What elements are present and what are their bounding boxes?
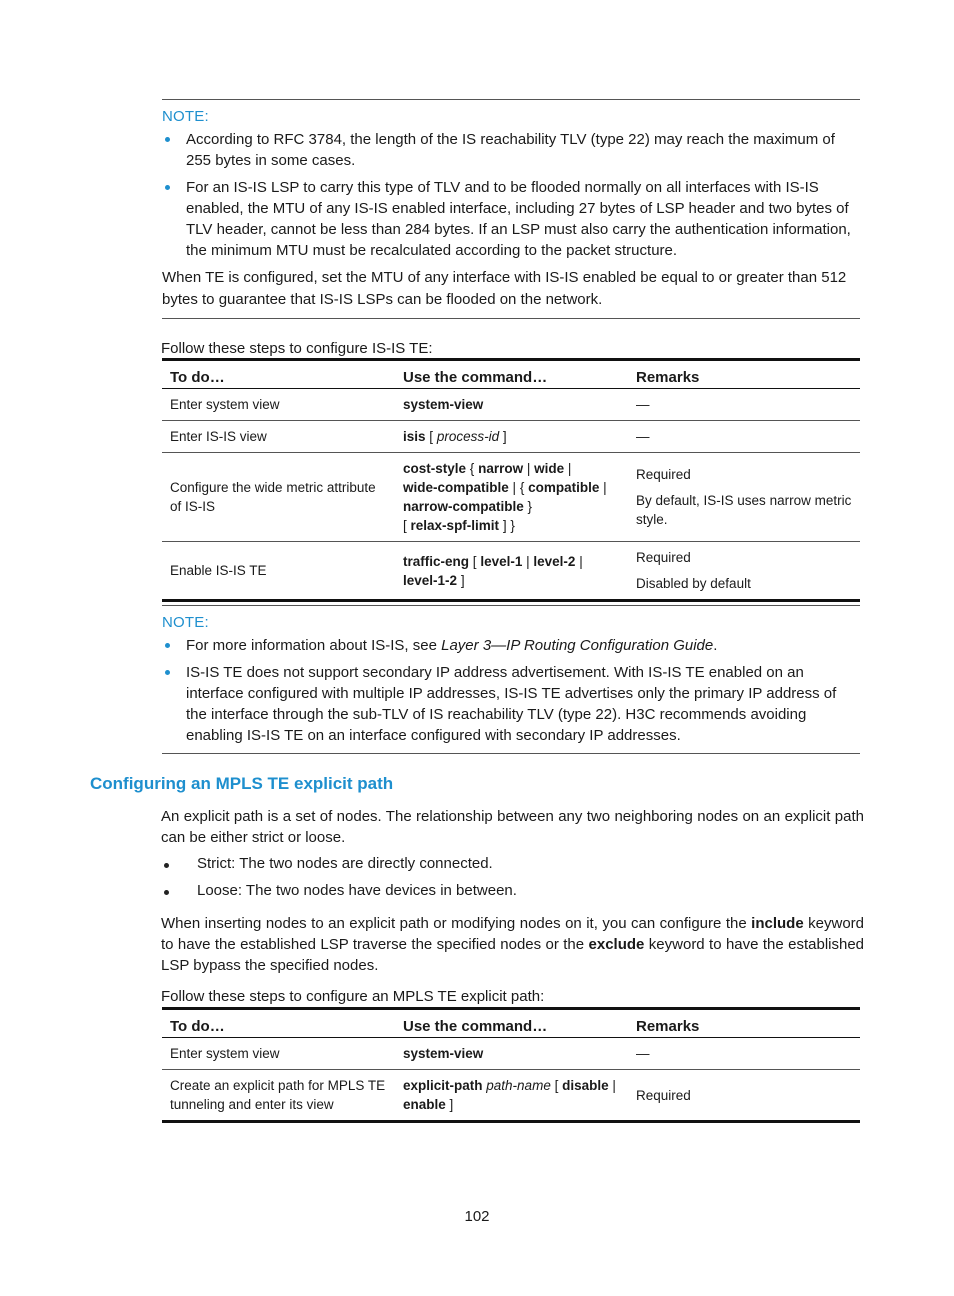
note-item: According to RFC 3784, the length of the IS reachability TLV (type 22) may reach the maximum of 255 bytes in some cases. [162, 129, 860, 171]
table-header-row [162, 360, 860, 389]
table-row [162, 389, 860, 421]
note-item: For more information about IS-IS, see Layer 3—IP Routing Configuration Guide. [162, 635, 860, 656]
note-item: For an IS-IS LSP to carry this type of TLV and to be flooded normally on all interfaces with IS-IS enabled, the MTU of any IS-IS enabled interface, including 27 bytes of LSP header and two bytes of TLV header, cannot be less than 284 bytes. If an LSP must also carry the authentication information, the minimum MTU must be recalculated according to the packet structure. [162, 177, 860, 261]
bullet-icon [164, 890, 169, 895]
guide-reference: Layer 3—IP Routing Configuration Guide [441, 637, 714, 654]
command-cell: explicit-path path-name [ disable | enable ] [395, 1070, 628, 1122]
note-list [162, 635, 860, 746]
steps-intro-1: Follow these steps to configure IS-IS TE: [161, 340, 433, 357]
remark-cell: Required Disabled by default [628, 542, 860, 601]
todo-cell: Enter IS-IS view [162, 421, 395, 453]
command-cell: system-view [395, 389, 628, 421]
table-row [162, 542, 860, 601]
note-item: IS-IS TE does not support secondary IP address advertisement. With IS-IS TE enabled on an interface configured with multiple IP addresses, IS-IS TE advertises only the primary IP address of the interface through the sub-TLV of IS reachability TLV (type 22). H3C recommends avoiding enabling IS-IS TE on an interface configured with secondary IP addresses. [162, 662, 860, 746]
table-header-row [162, 1009, 860, 1038]
remark-cell: Required By default, IS-IS uses narrow metric style. [628, 453, 860, 542]
table-row [162, 453, 860, 542]
bullet-icon [165, 643, 170, 648]
todo-cell: Configure the wide metric attribute of IS-IS [162, 453, 395, 542]
section-heading: Configuring an MPLS TE explicit path [90, 774, 394, 793]
page-number: 102 [464, 1208, 490, 1225]
remark-cell: — [628, 1038, 860, 1070]
column-header-command: Use the command… [395, 360, 628, 389]
column-header-todo: To do… [162, 360, 395, 389]
remark-cell: — [628, 389, 860, 421]
note-label: NOTE: [162, 108, 209, 125]
remark-cell: — [628, 421, 860, 453]
table-row [162, 421, 860, 453]
column-header-command: Use the command… [395, 1009, 628, 1038]
bullet-icon [165, 670, 170, 675]
note-box-1 [162, 99, 860, 319]
command-cell: traffic-eng [ level-1 | level-2 | level-1-2 ] [395, 542, 628, 601]
bullet-icon [165, 137, 170, 142]
table-row [162, 1070, 860, 1122]
column-header-remarks: Remarks [628, 1009, 860, 1038]
remark-cell: Required [628, 1070, 860, 1122]
command-table-2 [162, 1007, 860, 1123]
insert-paragraph: When inserting nodes to an explicit path or modifying nodes on it, you can configure the include keyword to have the established LSP traverse the specified nodes or the exclude keyword to have the established LSP bypass the specified nodes. [161, 915, 865, 974]
todo-cell: Enter system view [162, 1038, 395, 1070]
note-list [162, 129, 860, 261]
command-cell: isis [ process-id ] [395, 421, 628, 453]
column-header-remarks: Remarks [628, 360, 860, 389]
note-box-2 [162, 605, 860, 754]
todo-cell: Create an explicit path for MPLS TE tunneling and enter its view [162, 1070, 395, 1122]
table-row [162, 1038, 860, 1070]
bullet-icon [164, 863, 169, 868]
bullet-icon [165, 185, 170, 190]
section-paragraph: An explicit path is a set of nodes. The relationship between any two neighboring nodes on an explicit path can be either strict or loose. [161, 808, 864, 846]
note-label: NOTE: [162, 614, 209, 631]
todo-cell: Enter system view [162, 389, 395, 421]
column-header-todo: To do… [162, 1009, 395, 1038]
note-paragraph: When TE is configured, set the MTU of any interface with IS-IS enabled be equal to or greater than 512 bytes to guarantee that IS-IS LSPs can be flooded on the network. [162, 269, 847, 308]
steps-intro-2: Follow these steps to configure an MPLS TE explicit path: [161, 988, 545, 1005]
command-cell: cost-style { narrow | wide | wide-compatible | { compatible | narrow-compatible } [ relax-spf-limit ] } [395, 453, 628, 542]
command-table-1 [162, 358, 860, 602]
command-cell: system-view [395, 1038, 628, 1070]
todo-cell: Enable IS-IS TE [162, 542, 395, 601]
